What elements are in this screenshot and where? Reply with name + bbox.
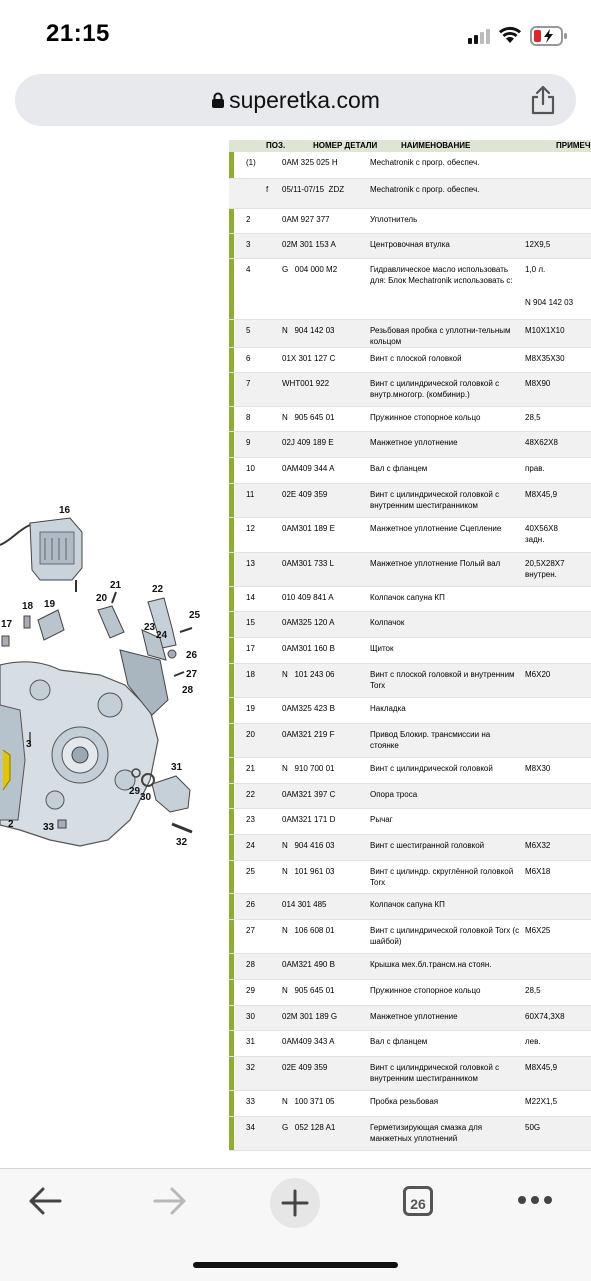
cell-name: Винт с цилиндрической головкой с внутренним шестигранником	[370, 490, 500, 510]
cell-pos: 9	[246, 438, 251, 447]
cell-note: лев.	[525, 1037, 541, 1046]
table-row	[229, 484, 591, 518]
tabs-button[interactable]: 26	[403, 1186, 433, 1216]
row-marker	[229, 861, 234, 894]
cell-name: Резьбовая пробка с уплотни-тельным кольцом	[370, 326, 511, 346]
table-row	[229, 1057, 591, 1091]
cell-part-number: WHT001 922	[282, 379, 330, 388]
cell-name: Пружинное стопорное кольцо	[370, 413, 481, 422]
row-marker	[229, 553, 234, 587]
table-row	[229, 758, 591, 784]
table-row	[229, 664, 591, 698]
new-tab-button[interactable]	[269, 1177, 321, 1229]
cell-part-number: 0AM 325 025 H	[282, 158, 338, 167]
row-marker	[229, 348, 234, 373]
cell-note: M8X90	[525, 379, 551, 388]
table-row	[229, 835, 591, 861]
cell-name: Винт с цилиндрической головкой	[370, 764, 493, 773]
cell-part-number: N 910 700 01	[282, 764, 335, 773]
callout-19: 19	[44, 599, 56, 610]
cell-name: Опора троса	[370, 790, 418, 799]
cell-part-number: N 904 416 03	[282, 841, 335, 850]
cell-note: 40X56X8 задн.	[525, 524, 558, 544]
cell-part-number: N 101 243 06	[282, 670, 335, 679]
table-header	[229, 140, 591, 152]
cell-part-number: 0AM301 733 L	[282, 559, 335, 568]
cell-name: Винт с цилиндр. скруглённой головкой Torx	[370, 867, 514, 887]
table-row	[229, 980, 591, 1006]
row-marker	[229, 1031, 234, 1057]
table-row	[229, 259, 591, 320]
cell-note: 1,0 л. N 904 142 03	[525, 265, 574, 307]
cell-note: 50G	[525, 1123, 541, 1132]
cell-name: Крышка мех.бл.трансм.на стоян.	[370, 960, 492, 969]
cell-name: Колпачок сапуна КП	[370, 900, 445, 909]
cell-part-number: 0AM321 397 C	[282, 790, 336, 799]
cell-name: Винт с плоской головкой и внутренним Torx	[370, 670, 515, 690]
cell-pos: 7	[246, 379, 251, 388]
url-text: superetka.com	[229, 87, 380, 113]
row-marker	[229, 980, 234, 1006]
row-marker	[229, 664, 234, 698]
cell-note: M6X32	[525, 841, 551, 850]
callout-20: 20	[96, 593, 108, 604]
cell-part-number: 02M 301 153 A	[282, 240, 336, 249]
cell-part-number: N 905 645 01	[282, 986, 335, 995]
cell-pos: 19	[246, 704, 255, 713]
cell-name: Гидравлическое масло использовать для: Блок Mechatronik использовать с:	[370, 265, 513, 285]
row-marker	[229, 458, 234, 484]
cell-part-number: 05/11-07/15 ZDZ	[282, 185, 345, 194]
battery-low-icon	[530, 26, 568, 46]
callout-29: 29	[129, 786, 141, 797]
share-icon[interactable]	[530, 85, 556, 115]
cell-note: M6X18	[525, 867, 551, 876]
header-part: НОМЕР ДЕТАЛИ	[313, 141, 378, 150]
row-marker	[229, 638, 234, 664]
cell-pos: 5	[246, 326, 251, 335]
cell-note: 48X62X8	[525, 438, 558, 447]
callout-25: 25	[189, 610, 201, 621]
callout-24: 24	[156, 630, 168, 641]
cell-name: Mechatronik с прогр. обеспеч.	[370, 185, 480, 194]
cell-part-number: G 004 000 M2	[282, 265, 338, 274]
parts-table	[229, 140, 591, 1143]
cell-part-number: 02E 409 359	[282, 490, 328, 499]
row-marker	[229, 407, 234, 432]
cell-part-number: 014 301 485	[282, 900, 327, 909]
cell-pos: 33	[246, 1097, 255, 1106]
row-marker	[229, 698, 234, 724]
cell-part-number: N 101 961 03	[282, 867, 335, 876]
callout-31: 31	[171, 762, 183, 773]
cellular-signal-icon	[468, 28, 490, 44]
cell-pos: 3	[246, 240, 251, 249]
row-marker	[229, 612, 234, 638]
row-marker	[229, 724, 234, 758]
table-row	[229, 784, 591, 809]
cell-pos: 17	[246, 644, 255, 653]
cell-part-number: 0AM301 189 E	[282, 524, 335, 533]
row-marker	[229, 234, 234, 259]
cell-part-number: 0AM321 219 F	[282, 730, 335, 739]
cell-name: Пружинное стопорное кольцо	[370, 986, 481, 995]
cell-name: Винт с цилиндрической головкой с внутренним шестигранником	[370, 1063, 500, 1083]
callout-17: 17	[1, 619, 13, 630]
cell-pos: 20	[246, 730, 255, 739]
table-row	[229, 638, 591, 664]
cell-part-number: N 905 645 01	[282, 413, 335, 422]
row-marker	[229, 894, 234, 920]
table-row	[229, 1031, 591, 1057]
callout-28: 28	[182, 685, 194, 696]
cell-name: Центровочная втулка	[370, 240, 450, 249]
cell-part-number: 0AM321 171 D	[282, 815, 336, 824]
status-bar	[0, 0, 591, 70]
cell-name: Колпачок сапуна КП	[370, 593, 445, 602]
callout-21: 21	[110, 580, 122, 591]
cell-pos: 10	[246, 464, 255, 473]
cell-pos: 8	[246, 413, 251, 422]
callout-33: 33	[43, 822, 55, 833]
table-row	[229, 553, 591, 587]
cell-note: M8X35X30	[525, 354, 565, 363]
cell-part-number: 0AM 927 377	[282, 215, 330, 224]
cell-name: Винт с шестигранной головкой	[370, 841, 485, 850]
forward-arrow-icon[interactable]	[151, 1183, 189, 1219]
callout-23: 23	[144, 622, 156, 633]
callout-16: 16	[59, 505, 71, 516]
table-row	[229, 587, 591, 612]
table-row	[229, 698, 591, 724]
row-marker	[229, 1091, 234, 1117]
row-marker	[229, 1057, 234, 1091]
row-marker	[229, 320, 234, 348]
cell-pos: 6	[246, 354, 251, 363]
cell-name: Пробка резьбовая	[370, 1097, 439, 1106]
table-row	[229, 179, 591, 209]
table-row	[229, 407, 591, 432]
table-row	[229, 1117, 591, 1151]
cell-note: 60X74,3X8	[525, 1012, 565, 1021]
cell-pos: 34	[246, 1123, 255, 1132]
cell-part-number: 01X 301 127 C	[282, 354, 336, 363]
cell-note: M8X30	[525, 764, 551, 773]
table-row	[229, 458, 591, 484]
cell-note: 12X9,5	[525, 240, 551, 249]
callout-3: 3	[26, 739, 32, 750]
cell-part-number: N 100 371 05	[282, 1097, 335, 1106]
cell-name: Винт с цилиндрической головкой Torx (с шайбой)	[370, 926, 520, 946]
row-marker	[229, 1117, 234, 1151]
cell-pos: 4	[246, 265, 251, 274]
cell-pos: 26	[246, 900, 255, 909]
row-marker	[229, 484, 234, 518]
cell-name: Манжетное уплотнение	[370, 1012, 458, 1021]
cell-part-number: 02J 409 189 E	[282, 438, 334, 447]
row-marker	[229, 1006, 234, 1031]
table-row	[229, 209, 591, 234]
row-marker	[229, 835, 234, 861]
cell-pos: 14	[246, 593, 255, 602]
web-page	[0, 140, 591, 1168]
row-marker	[229, 954, 234, 980]
table-row	[229, 809, 591, 835]
header-note: ПРИМЕЧ	[556, 141, 591, 150]
cell-note: 28,5	[525, 986, 541, 995]
table-row	[229, 1091, 591, 1117]
cell-part-number: 0AM321 490 B	[282, 960, 335, 969]
cell-pos: 28	[246, 960, 255, 969]
cell-pos: 13	[246, 559, 255, 568]
cell-pos: 23	[246, 815, 255, 824]
header-name: НАИМЕНОВАНИЕ	[401, 141, 471, 150]
table-row	[229, 373, 591, 407]
cell-name: Уплотнитель	[370, 215, 418, 224]
cell-name: Рычаг	[370, 815, 393, 824]
cell-name: Вал с фланцем	[370, 1037, 428, 1046]
row-marker	[229, 259, 234, 320]
cell-part-number: 02M 301 189 G	[282, 1012, 338, 1021]
row-marker	[229, 809, 234, 835]
header-pos: ПОЗ.	[266, 141, 286, 150]
table-row	[229, 954, 591, 980]
row-marker	[229, 209, 234, 234]
cell-pos: 32	[246, 1063, 255, 1072]
callout-27: 27	[186, 669, 198, 680]
table-row	[229, 518, 591, 553]
cell-part-number: 010 409 841 A	[282, 593, 334, 602]
row-marker	[229, 758, 234, 784]
table-row	[229, 152, 591, 179]
cell-pos: 30	[246, 1012, 255, 1021]
cell-note: M8X45,9	[525, 490, 558, 499]
lock-icon	[211, 92, 225, 109]
cell-part-number: 0AM409 343 A	[282, 1037, 335, 1046]
back-arrow-icon[interactable]	[26, 1183, 64, 1219]
callout-30: 30	[140, 792, 152, 803]
cell-pos: 15	[246, 618, 255, 627]
row-marker	[229, 587, 234, 612]
row-marker	[229, 920, 234, 954]
cell-name: Манжетное уплотнение Сцепление	[370, 524, 502, 533]
row-marker	[229, 152, 234, 179]
table-row	[229, 348, 591, 373]
cell-pos: 2	[246, 215, 251, 224]
cell-note: M10X1X10	[525, 326, 565, 335]
cell-pos: 11	[246, 490, 255, 499]
row-marker	[229, 373, 234, 407]
table-row	[229, 724, 591, 758]
cell-name: Винт с цилиндрической головкой с внутр.многогр. (комбинир.)	[370, 379, 500, 399]
cell-part-number: N 904 142 03	[282, 326, 335, 335]
cell-note: M8X45,9	[525, 1063, 558, 1072]
cell-part-number: 0AM409 344 A	[282, 464, 335, 473]
cell-pos: 25	[246, 867, 255, 876]
cell-pos: (1)	[246, 158, 256, 167]
cell-part-number: 0AM325 120 A	[282, 618, 335, 627]
cell-name: Mechatronik с прогр. обеспеч.	[370, 158, 480, 167]
cell-name: Привод Блокир. трансмиссии на стоянке	[370, 730, 491, 750]
cell-name: Щиток	[370, 644, 394, 653]
cell-pos: 31	[246, 1037, 255, 1046]
clock: 21:15	[46, 20, 110, 47]
cell-pos: 12	[246, 524, 255, 533]
cell-pos: f	[266, 185, 269, 194]
table-row	[229, 320, 591, 348]
row-marker	[229, 432, 234, 458]
table-row	[229, 432, 591, 458]
cell-note: прав.	[525, 464, 545, 473]
table-row	[229, 920, 591, 954]
callout-26: 26	[186, 650, 198, 661]
cell-name: Вал с фланцем	[370, 464, 428, 473]
cell-pos: 27	[246, 926, 255, 935]
table-row	[229, 894, 591, 920]
cell-note: 28,5	[525, 413, 541, 422]
cell-pos: 29	[246, 986, 255, 995]
cell-pos: 22	[246, 790, 255, 799]
cell-part-number: 0AM301 160 B	[282, 644, 335, 653]
cell-name: Накладка	[370, 704, 406, 713]
row-marker	[229, 518, 234, 553]
row-marker	[229, 784, 234, 809]
row-divider	[229, 1150, 591, 1151]
cell-part-number: 0AM325 423 B	[282, 704, 335, 713]
more-menu-icon[interactable]	[517, 1195, 553, 1205]
callout-18: 18	[22, 601, 34, 612]
cell-note: M22X1,5	[525, 1097, 558, 1106]
cell-name: Манжетное уплотнение	[370, 438, 458, 447]
cell-part-number: G 052 128 A1	[282, 1123, 336, 1132]
cell-part-number: N 106 608 01	[282, 926, 335, 935]
callout-22: 22	[152, 584, 164, 595]
cell-part-number: 02E 409 359	[282, 1063, 328, 1072]
cell-name: Винт с плоской головкой	[370, 354, 462, 363]
parts-diagram	[0, 140, 228, 1168]
callout-2: 2	[8, 819, 14, 830]
cell-name: Колпачок	[370, 618, 405, 627]
address-bar[interactable]	[15, 74, 576, 126]
cell-note: M6X25	[525, 926, 551, 935]
cell-pos: 18	[246, 670, 255, 679]
wifi-icon	[498, 26, 522, 44]
home-indicator	[193, 1262, 398, 1268]
cell-name: Манжетное уплотнение Полый вал	[370, 559, 501, 568]
cell-name: Герметизирующая смазка для манжетных уплотнений	[370, 1123, 483, 1143]
table-row	[229, 234, 591, 259]
cell-pos: 24	[246, 841, 255, 850]
cell-note: M6X20	[525, 670, 551, 679]
cell-pos: 21	[246, 764, 255, 773]
cell-note: 20,5X28X7 внутрен.	[525, 559, 565, 579]
table-row	[229, 1006, 591, 1031]
table-row	[229, 612, 591, 638]
table-row	[229, 861, 591, 894]
callout-32: 32	[176, 837, 188, 848]
